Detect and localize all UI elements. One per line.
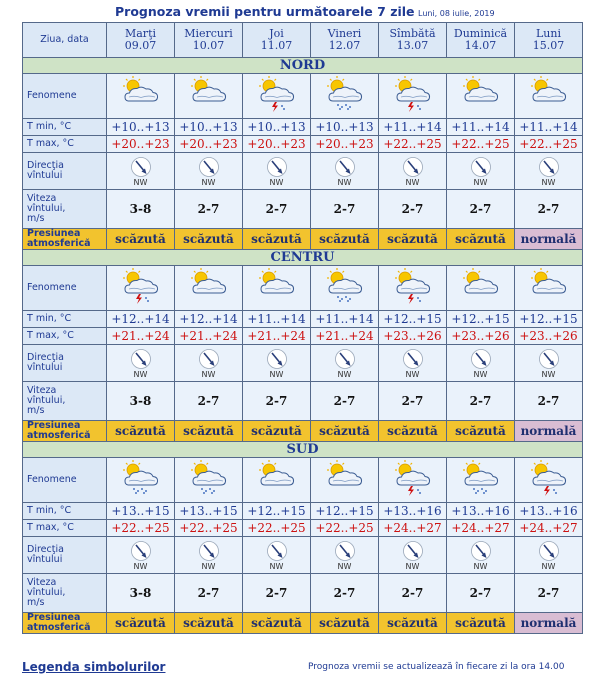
day-date: 10.07 xyxy=(192,39,225,52)
tmax-value: +23..+26 xyxy=(447,328,515,345)
tmax-value: +22..+25 xyxy=(175,520,243,537)
day-date: 14.07 xyxy=(464,39,497,52)
wind-dir-value: NW xyxy=(541,369,556,379)
wind-arrow-icon xyxy=(107,348,174,370)
day-header xyxy=(311,23,379,58)
region-name: SUD xyxy=(23,442,583,458)
weather-cell xyxy=(175,74,243,119)
sun-cloud-icon xyxy=(256,482,298,501)
wind-speed-value: 2-7 xyxy=(447,382,515,421)
tmax-value: +22..+25 xyxy=(107,520,175,537)
region-row xyxy=(23,58,583,74)
pressure-value: normală xyxy=(515,421,583,442)
tmax-value: +20..+23 xyxy=(243,136,311,153)
weather-cell xyxy=(447,266,515,311)
wind-dir-value: NW xyxy=(201,369,216,379)
pressure-value: scăzută xyxy=(447,613,515,634)
day-name: Luni xyxy=(536,27,561,40)
pressure-label-line: atmosferică xyxy=(27,622,91,633)
phenomena-label: Fenomene xyxy=(23,74,107,119)
wind-arrow-icon xyxy=(311,540,378,562)
wind-dir-label xyxy=(23,345,107,382)
wind-dir-cell xyxy=(107,345,175,382)
wind-speed-row xyxy=(23,382,583,421)
wind-dir-cell xyxy=(515,537,583,574)
wind-dir-label-line: vîntului xyxy=(27,170,63,181)
pressure-value: scăzută xyxy=(379,421,447,442)
day-header xyxy=(447,23,515,58)
storm-icon xyxy=(392,98,434,117)
tmin-row xyxy=(23,311,583,328)
tmin-value: +11..+14 xyxy=(311,311,379,328)
wind-arrow-icon xyxy=(515,348,582,370)
pressure-row xyxy=(23,613,583,634)
wind-dir-value: NW xyxy=(133,561,148,571)
weather-cell xyxy=(447,458,515,503)
pressure-value: normală xyxy=(515,229,583,250)
tmax-value: +20..+23 xyxy=(175,136,243,153)
wind-dir-cell xyxy=(447,153,515,190)
wind-dir-value: NW xyxy=(405,177,420,187)
tmin-value: +13..+16 xyxy=(379,503,447,520)
wind-speed-label-line: m/s xyxy=(27,405,45,416)
wind-arrow-icon xyxy=(175,348,242,370)
wind-speed-value: 2-7 xyxy=(379,190,447,229)
wind-speed-value: 2-7 xyxy=(311,382,379,421)
tmin-row xyxy=(23,119,583,136)
pressure-value: scăzută xyxy=(243,229,311,250)
tmax-value: +23..+26 xyxy=(379,328,447,345)
wind-speed-value: 2-7 xyxy=(243,574,311,613)
sun-cloud-icon xyxy=(528,98,570,117)
tmin-value: +12..+15 xyxy=(243,503,311,520)
weather-cell xyxy=(243,458,311,503)
wind-speed-value: 3-8 xyxy=(107,382,175,421)
pressure-label xyxy=(23,613,107,634)
tmax-value: +22..+25 xyxy=(311,520,379,537)
forecast-table xyxy=(22,22,583,634)
wind-speed-value: 2-7 xyxy=(311,190,379,229)
pressure-label-line: atmosferică xyxy=(27,238,91,249)
day-header xyxy=(107,23,175,58)
day-date: 15.07 xyxy=(532,39,565,52)
title-bar xyxy=(0,2,600,20)
wind-dir-value: NW xyxy=(405,561,420,571)
tmax-value: +21..+24 xyxy=(311,328,379,345)
wind-speed-label-line: vîntului, xyxy=(27,395,66,406)
pressure-label xyxy=(23,229,107,250)
wind-dir-cell xyxy=(175,345,243,382)
wind-dir-cell xyxy=(379,153,447,190)
day-name: Miercuri xyxy=(184,27,233,40)
wind-dir-row xyxy=(23,537,583,574)
tmax-value: +21..+24 xyxy=(107,328,175,345)
phenomena-label: Fenomene xyxy=(23,266,107,311)
header-label-text: Ziua, data xyxy=(40,34,89,45)
tmax-value: +24..+27 xyxy=(447,520,515,537)
sun-rain-icon xyxy=(120,482,162,501)
tmax-value: +24..+27 xyxy=(379,520,447,537)
wind-dir-label-line: Direcţia xyxy=(27,160,64,171)
pressure-value: scăzută xyxy=(175,613,243,634)
day-header xyxy=(515,23,583,58)
tmin-value: +10..+13 xyxy=(175,119,243,136)
forecast-date: Luni, 08 iulie, 2019 xyxy=(418,9,495,18)
sun-cloud-icon xyxy=(188,98,230,117)
day-date: 12.07 xyxy=(328,39,361,52)
wind-speed-value: 2-7 xyxy=(175,574,243,613)
tmax-value: +20..+23 xyxy=(311,136,379,153)
wind-arrow-icon xyxy=(243,156,310,178)
wind-speed-value: 2-7 xyxy=(311,574,379,613)
wind-dir-value: NW xyxy=(133,369,148,379)
sun-rain-icon xyxy=(188,482,230,501)
tmin-value: +10..+13 xyxy=(243,119,311,136)
weather-cell xyxy=(515,74,583,119)
wind-speed-value: 3-8 xyxy=(107,574,175,613)
sun-storm-icon xyxy=(120,290,162,309)
wind-dir-cell xyxy=(175,537,243,574)
pressure-label xyxy=(23,421,107,442)
day-date: 13.07 xyxy=(396,39,429,52)
storm-icon xyxy=(392,290,434,309)
tmin-value: +12..+14 xyxy=(175,311,243,328)
wind-speed-row xyxy=(23,574,583,613)
sun-cloud-icon xyxy=(460,98,502,117)
pressure-value: scăzută xyxy=(447,229,515,250)
weather-cell xyxy=(311,458,379,503)
wind-dir-cell xyxy=(243,153,311,190)
wind-speed-label-line: vîntului, xyxy=(27,203,66,214)
wind-dir-cell xyxy=(311,153,379,190)
day-date: 11.07 xyxy=(260,39,293,52)
region-row xyxy=(23,250,583,266)
pressure-value: scăzută xyxy=(243,421,311,442)
pressure-value: scăzută xyxy=(107,421,175,442)
tmin-value: +10..+13 xyxy=(311,119,379,136)
wind-dir-row xyxy=(23,153,583,190)
sun-rain-icon xyxy=(324,98,366,117)
wind-dir-label-line: vîntului xyxy=(27,362,63,373)
day-name: Duminică xyxy=(453,27,508,40)
pressure-label-line: Presiunea xyxy=(27,228,81,239)
tmax-value: +22..+25 xyxy=(379,136,447,153)
wind-dir-cell xyxy=(175,153,243,190)
tmax-value: +23..+26 xyxy=(515,328,583,345)
day-header xyxy=(175,23,243,58)
wind-arrow-icon xyxy=(379,540,446,562)
header-label xyxy=(23,23,107,58)
tmin-value: +12..+15 xyxy=(447,311,515,328)
pressure-value: scăzută xyxy=(311,229,379,250)
pressure-value: scăzută xyxy=(447,421,515,442)
wind-speed-label-line: Viteza xyxy=(27,193,57,204)
wind-speed-value: 2-7 xyxy=(515,382,583,421)
wind-dir-value: NW xyxy=(337,561,352,571)
wind-dir-cell xyxy=(243,345,311,382)
tmax-label: T max, °C xyxy=(23,520,107,537)
phenomena-row xyxy=(23,458,583,503)
sun-cloud-icon xyxy=(528,290,570,309)
tmax-value: +22..+25 xyxy=(515,136,583,153)
pressure-value: scăzută xyxy=(379,613,447,634)
wind-dir-cell xyxy=(243,537,311,574)
wind-speed-value: 2-7 xyxy=(175,190,243,229)
wind-speed-value: 2-7 xyxy=(379,574,447,613)
day-name: Marţi xyxy=(124,27,157,40)
wind-arrow-icon xyxy=(447,540,514,562)
tmin-value: +13..+16 xyxy=(447,503,515,520)
tmin-value: +11..+14 xyxy=(515,119,583,136)
wind-dir-cell xyxy=(107,537,175,574)
sun-rain-icon xyxy=(324,290,366,309)
wind-arrow-icon xyxy=(379,348,446,370)
wind-arrow-icon xyxy=(311,348,378,370)
sun-cloud-icon xyxy=(324,482,366,501)
wind-arrow-icon xyxy=(515,156,582,178)
sun-storm-icon xyxy=(528,482,570,501)
wind-speed-value: 2-7 xyxy=(379,382,447,421)
tmin-value: +12..+15 xyxy=(379,311,447,328)
wind-arrow-icon xyxy=(515,540,582,562)
wind-dir-value: NW xyxy=(269,369,284,379)
wind-speed-value: 2-7 xyxy=(515,574,583,613)
day-header xyxy=(243,23,311,58)
wind-arrow-icon xyxy=(243,540,310,562)
pressure-value: scăzută xyxy=(175,229,243,250)
page-title: Prognoza vremii pentru următoarele 7 zile xyxy=(115,4,415,19)
header-row xyxy=(23,23,583,58)
tmin-value: +11..+14 xyxy=(379,119,447,136)
tmin-value: +12..+15 xyxy=(515,311,583,328)
day-date: 09.07 xyxy=(124,39,157,52)
tmin-label: T min, °C xyxy=(23,503,107,520)
wind-dir-cell xyxy=(379,537,447,574)
wind-dir-cell xyxy=(447,537,515,574)
wind-dir-value: NW xyxy=(201,561,216,571)
wind-dir-label xyxy=(23,153,107,190)
wind-speed-label-line: Viteza xyxy=(27,577,57,588)
wind-dir-value: NW xyxy=(201,177,216,187)
tmax-value: +24..+27 xyxy=(515,520,583,537)
weather-cell xyxy=(311,74,379,119)
weather-cell xyxy=(175,458,243,503)
wind-dir-cell xyxy=(447,345,515,382)
wind-speed-label xyxy=(23,190,107,229)
phenomena-row xyxy=(23,74,583,119)
phenomena-label: Fenomene xyxy=(23,458,107,503)
wind-dir-value: NW xyxy=(473,369,488,379)
wind-dir-value: NW xyxy=(133,177,148,187)
wind-dir-label xyxy=(23,537,107,574)
wind-arrow-icon xyxy=(447,348,514,370)
weather-cell xyxy=(243,74,311,119)
wind-arrow-icon xyxy=(107,540,174,562)
wind-arrow-icon xyxy=(107,156,174,178)
phenomena-row xyxy=(23,266,583,311)
wind-dir-cell xyxy=(379,345,447,382)
tmin-value: +13..+15 xyxy=(175,503,243,520)
wind-speed-label-line: m/s xyxy=(27,213,45,224)
weather-cell xyxy=(379,458,447,503)
wind-dir-cell xyxy=(311,345,379,382)
wind-dir-label-line: Direcţia xyxy=(27,352,64,363)
pressure-row xyxy=(23,421,583,442)
pressure-row xyxy=(23,229,583,250)
wind-speed-value: 2-7 xyxy=(243,382,311,421)
tmax-row xyxy=(23,136,583,153)
weather-cell xyxy=(107,458,175,503)
wind-dir-value: NW xyxy=(541,177,556,187)
wind-speed-value: 2-7 xyxy=(515,190,583,229)
wind-dir-cell xyxy=(107,153,175,190)
wind-speed-value: 2-7 xyxy=(447,574,515,613)
day-name: Sîmbătă xyxy=(389,27,436,40)
day-header xyxy=(379,23,447,58)
weather-cell xyxy=(515,458,583,503)
pressure-value: scăzută xyxy=(107,613,175,634)
wind-speed-label xyxy=(23,382,107,421)
wind-arrow-icon xyxy=(175,540,242,562)
wind-arrow-icon xyxy=(243,348,310,370)
wind-dir-value: NW xyxy=(269,561,284,571)
wind-dir-cell xyxy=(311,537,379,574)
wind-arrow-icon xyxy=(311,156,378,178)
tmin-label: T min, °C xyxy=(23,311,107,328)
tmax-value: +22..+25 xyxy=(447,136,515,153)
tmin-label: T min, °C xyxy=(23,119,107,136)
tmin-value: +10..+13 xyxy=(107,119,175,136)
wind-arrow-icon xyxy=(379,156,446,178)
legend-link[interactable]: Legenda simbolurilor xyxy=(22,660,166,674)
pressure-value: scăzută xyxy=(243,613,311,634)
tmax-value: +21..+24 xyxy=(175,328,243,345)
tmax-row xyxy=(23,520,583,537)
weather-cell xyxy=(447,74,515,119)
sun-cloud-icon xyxy=(188,290,230,309)
wind-dir-value: NW xyxy=(473,561,488,571)
wind-dir-value: NW xyxy=(269,177,284,187)
tmax-value: +21..+24 xyxy=(243,328,311,345)
tmax-label: T max, °C xyxy=(23,136,107,153)
tmax-value: +22..+25 xyxy=(243,520,311,537)
wind-speed-label-line: Viteza xyxy=(27,385,57,396)
wind-dir-label-line: vîntului xyxy=(27,554,63,565)
region-name: CENTRU xyxy=(23,250,583,266)
weather-cell xyxy=(107,74,175,119)
region-name: NORD xyxy=(23,58,583,74)
wind-speed-value: 2-7 xyxy=(175,382,243,421)
wind-dir-label-line: Direcţia xyxy=(27,544,64,555)
wind-speed-value: 2-7 xyxy=(243,190,311,229)
tmin-row xyxy=(23,503,583,520)
wind-speed-label xyxy=(23,574,107,613)
wind-arrow-icon xyxy=(447,156,514,178)
sun-cloud-icon xyxy=(460,290,502,309)
pressure-value: scăzută xyxy=(175,421,243,442)
wind-dir-value: NW xyxy=(541,561,556,571)
sun-cloud-icon xyxy=(256,290,298,309)
tmax-value: +20..+23 xyxy=(107,136,175,153)
sun-rain-icon xyxy=(460,482,502,501)
wind-dir-row xyxy=(23,345,583,382)
pressure-label-line: atmosferică xyxy=(27,430,91,441)
wind-speed-row xyxy=(23,190,583,229)
tmax-label: T max, °C xyxy=(23,328,107,345)
tmin-value: +13..+16 xyxy=(515,503,583,520)
day-name: Joi xyxy=(269,27,284,40)
wind-speed-label-line: m/s xyxy=(27,597,45,608)
tmin-value: +13..+15 xyxy=(107,503,175,520)
wind-dir-cell xyxy=(515,153,583,190)
storm-icon xyxy=(256,98,298,117)
pressure-value: scăzută xyxy=(311,613,379,634)
tmin-value: +11..+14 xyxy=(243,311,311,328)
weather-cell xyxy=(515,266,583,311)
pressure-value: scăzută xyxy=(107,229,175,250)
weather-cell xyxy=(311,266,379,311)
wind-dir-cell xyxy=(515,345,583,382)
pressure-label-line: Presiunea xyxy=(27,612,81,623)
pressure-value: scăzută xyxy=(379,229,447,250)
wind-dir-value: NW xyxy=(473,177,488,187)
pressure-value: scăzută xyxy=(311,421,379,442)
pressure-value: normală xyxy=(515,613,583,634)
weather-cell xyxy=(107,266,175,311)
weather-cell xyxy=(243,266,311,311)
wind-speed-value: 3-8 xyxy=(107,190,175,229)
region-row xyxy=(23,442,583,458)
weather-cell xyxy=(175,266,243,311)
wind-dir-value: NW xyxy=(337,369,352,379)
pressure-label-line: Presiunea xyxy=(27,420,81,431)
sun-storm-icon xyxy=(392,482,434,501)
wind-speed-value: 2-7 xyxy=(447,190,515,229)
update-note: Prognoza vremii se actualizează în fiecare zi la ora 14.00 xyxy=(308,662,565,672)
wind-arrow-icon xyxy=(175,156,242,178)
tmin-value: +12..+14 xyxy=(107,311,175,328)
wind-dir-value: NW xyxy=(405,369,420,379)
day-name: Vineri xyxy=(327,27,362,40)
sun-cloud-icon xyxy=(120,98,162,117)
wind-speed-label-line: vîntului, xyxy=(27,587,66,598)
weather-cell xyxy=(379,74,447,119)
weather-cell xyxy=(379,266,447,311)
tmin-value: +12..+15 xyxy=(311,503,379,520)
wind-dir-value: NW xyxy=(337,177,352,187)
tmin-value: +11..+14 xyxy=(447,119,515,136)
tmax-row xyxy=(23,328,583,345)
